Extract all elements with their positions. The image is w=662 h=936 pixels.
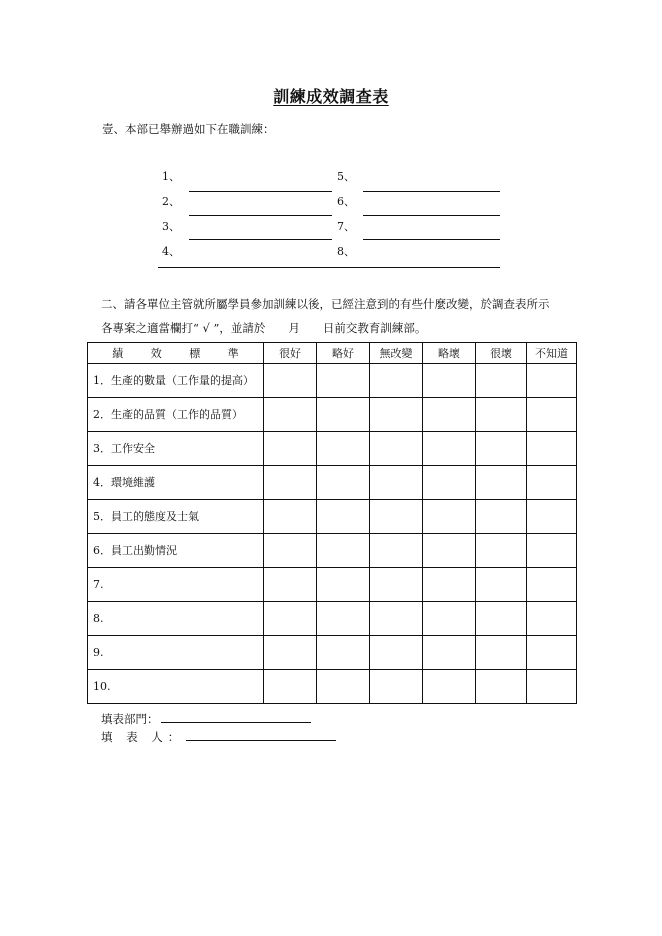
rating-cell-slightly-bad[interactable] (423, 534, 476, 568)
rating-cell-very-bad[interactable] (476, 500, 527, 534)
table-row (88, 636, 577, 670)
table-row (88, 602, 577, 636)
rating-cell-slightly-bad[interactable] (423, 670, 476, 704)
rating-cell-very-bad[interactable] (476, 670, 527, 704)
rating-cell-no-change[interactable] (370, 500, 423, 534)
rating-cell-slightly-bad[interactable] (423, 432, 476, 466)
rating-cell-unknown[interactable] (527, 398, 577, 432)
rating-cell-no-change[interactable] (370, 636, 423, 670)
rating-cell-very-good[interactable] (264, 500, 317, 534)
form-title: 訓練成效調查表 (273, 87, 389, 106)
rating-cell-slightly-bad[interactable] (423, 636, 476, 670)
department-signoff: 填表部門： (101, 711, 311, 727)
rating-cell-slightly-bad[interactable] (423, 568, 476, 602)
rating-cell-no-change[interactable] (370, 466, 423, 500)
rating-cell-no-change[interactable] (370, 534, 423, 568)
rating-header-very-bad: 很壞 (476, 343, 527, 364)
table-header-row (88, 343, 577, 364)
criteria-label: 10. (88, 670, 264, 704)
rating-cell-no-change[interactable] (370, 432, 423, 466)
rating-cell-unknown[interactable] (527, 466, 577, 500)
rating-cell-very-bad[interactable] (476, 398, 527, 432)
rating-header-slightly-bad: 略壞 (423, 343, 476, 364)
criteria-column-header: 績 效 標 準 (88, 343, 264, 364)
performance-survey-table (87, 342, 577, 704)
criteria-label: 3．工作安全 (88, 432, 264, 466)
filler-blank-line[interactable] (186, 740, 336, 741)
rating-cell-unknown[interactable] (527, 534, 577, 568)
rating-cell-slightly-bad[interactable] (423, 364, 476, 398)
rating-header-very-good: 很好 (264, 343, 317, 364)
rating-cell-slightly-good[interactable] (317, 534, 370, 568)
rating-header-slightly-good: 略好 (317, 343, 370, 364)
criteria-label: 5．員工的態度及士氣 (88, 500, 264, 534)
training-blank-list: 1、 2、 3、 4、 5、 6、 7、 8、 (162, 168, 502, 273)
rating-header-unknown: 不知道 (527, 343, 577, 364)
rating-cell-very-good[interactable] (264, 534, 317, 568)
table-row (88, 466, 577, 500)
rating-cell-very-bad[interactable] (476, 534, 527, 568)
rating-header-no-change: 無改變 (370, 343, 423, 364)
rating-cell-slightly-good[interactable] (317, 466, 370, 500)
table-row (88, 364, 577, 398)
table-row (88, 670, 577, 704)
criteria-label: 8. (88, 602, 264, 636)
table-row (88, 568, 577, 602)
rating-cell-unknown[interactable] (527, 602, 577, 636)
criteria-label: 2．生產的品質（工作的品質） (88, 398, 264, 432)
rating-cell-slightly-good[interactable] (317, 602, 370, 636)
criteria-label: 7. (88, 568, 264, 602)
criteria-label: 4．環境維護 (88, 466, 264, 500)
table-row (88, 398, 577, 432)
rating-cell-slightly-bad[interactable] (423, 602, 476, 636)
rating-cell-slightly-good[interactable] (317, 568, 370, 602)
filler-signoff: 填 表 人： (101, 729, 336, 745)
rating-cell-very-good[interactable] (264, 432, 317, 466)
rating-cell-very-good[interactable] (264, 398, 317, 432)
training-blank-line-5[interactable] (363, 191, 500, 192)
section-one-heading: 壹、本部已舉辦過如下在職訓練： (102, 122, 275, 136)
rating-cell-very-bad[interactable] (476, 364, 527, 398)
rating-cell-slightly-good[interactable] (317, 500, 370, 534)
rating-cell-slightly-bad[interactable] (423, 398, 476, 432)
rating-cell-very-good[interactable] (264, 466, 317, 500)
rating-cell-slightly-bad[interactable] (423, 466, 476, 500)
rating-cell-slightly-good[interactable] (317, 398, 370, 432)
rating-cell-very-bad[interactable] (476, 602, 527, 636)
rating-cell-no-change[interactable] (370, 398, 423, 432)
training-blank-line-4-8[interactable] (158, 267, 500, 268)
training-blank-line-7[interactable] (363, 239, 500, 240)
table-row (88, 432, 577, 466)
rating-cell-no-change[interactable] (370, 364, 423, 398)
rating-cell-slightly-bad[interactable] (423, 500, 476, 534)
training-blank-line-6[interactable] (363, 215, 500, 216)
rating-cell-very-good[interactable] (264, 670, 317, 704)
section-two-line-1: 二、請各單位主管就所屬學員參加訓練以後，已經注意到的有些什麼改變，於調查表所示 (101, 297, 550, 311)
rating-cell-very-good[interactable] (264, 568, 317, 602)
criteria-label: 6．員工出勤情況 (88, 534, 264, 568)
rating-cell-no-change[interactable] (370, 602, 423, 636)
rating-cell-slightly-good[interactable] (317, 364, 370, 398)
table-row (88, 534, 577, 568)
rating-cell-unknown[interactable] (527, 500, 577, 534)
rating-cell-no-change[interactable] (370, 568, 423, 602)
rating-cell-very-good[interactable] (264, 364, 317, 398)
rating-cell-unknown[interactable] (527, 364, 577, 398)
department-blank-line[interactable] (161, 722, 311, 723)
table-row (88, 500, 577, 534)
rating-cell-very-bad[interactable] (476, 466, 527, 500)
rating-cell-unknown[interactable] (527, 568, 577, 602)
rating-cell-very-bad[interactable] (476, 432, 527, 466)
criteria-label: 9. (88, 636, 264, 670)
rating-cell-unknown[interactable] (527, 670, 577, 704)
rating-cell-very-bad[interactable] (476, 636, 527, 670)
rating-cell-unknown[interactable] (527, 432, 577, 466)
rating-cell-very-bad[interactable] (476, 568, 527, 602)
training-blank-line-3[interactable] (189, 239, 332, 240)
rating-cell-slightly-good[interactable] (317, 636, 370, 670)
criteria-label: 1．生產的數量（工作量的提高） (88, 364, 264, 398)
section-two-line-2: 各專案之適當欄打“ √ ”，並請於 月 日前交教育訓練部。 (101, 321, 427, 335)
training-blank-line-1[interactable] (189, 191, 332, 192)
rating-cell-no-change[interactable] (370, 670, 423, 704)
training-blank-line-2[interactable] (189, 215, 332, 216)
rating-cell-slightly-good[interactable] (317, 670, 370, 704)
rating-cell-unknown[interactable] (527, 636, 577, 670)
rating-cell-very-good[interactable] (264, 602, 317, 636)
rating-cell-slightly-good[interactable] (317, 432, 370, 466)
rating-cell-very-good[interactable] (264, 636, 317, 670)
